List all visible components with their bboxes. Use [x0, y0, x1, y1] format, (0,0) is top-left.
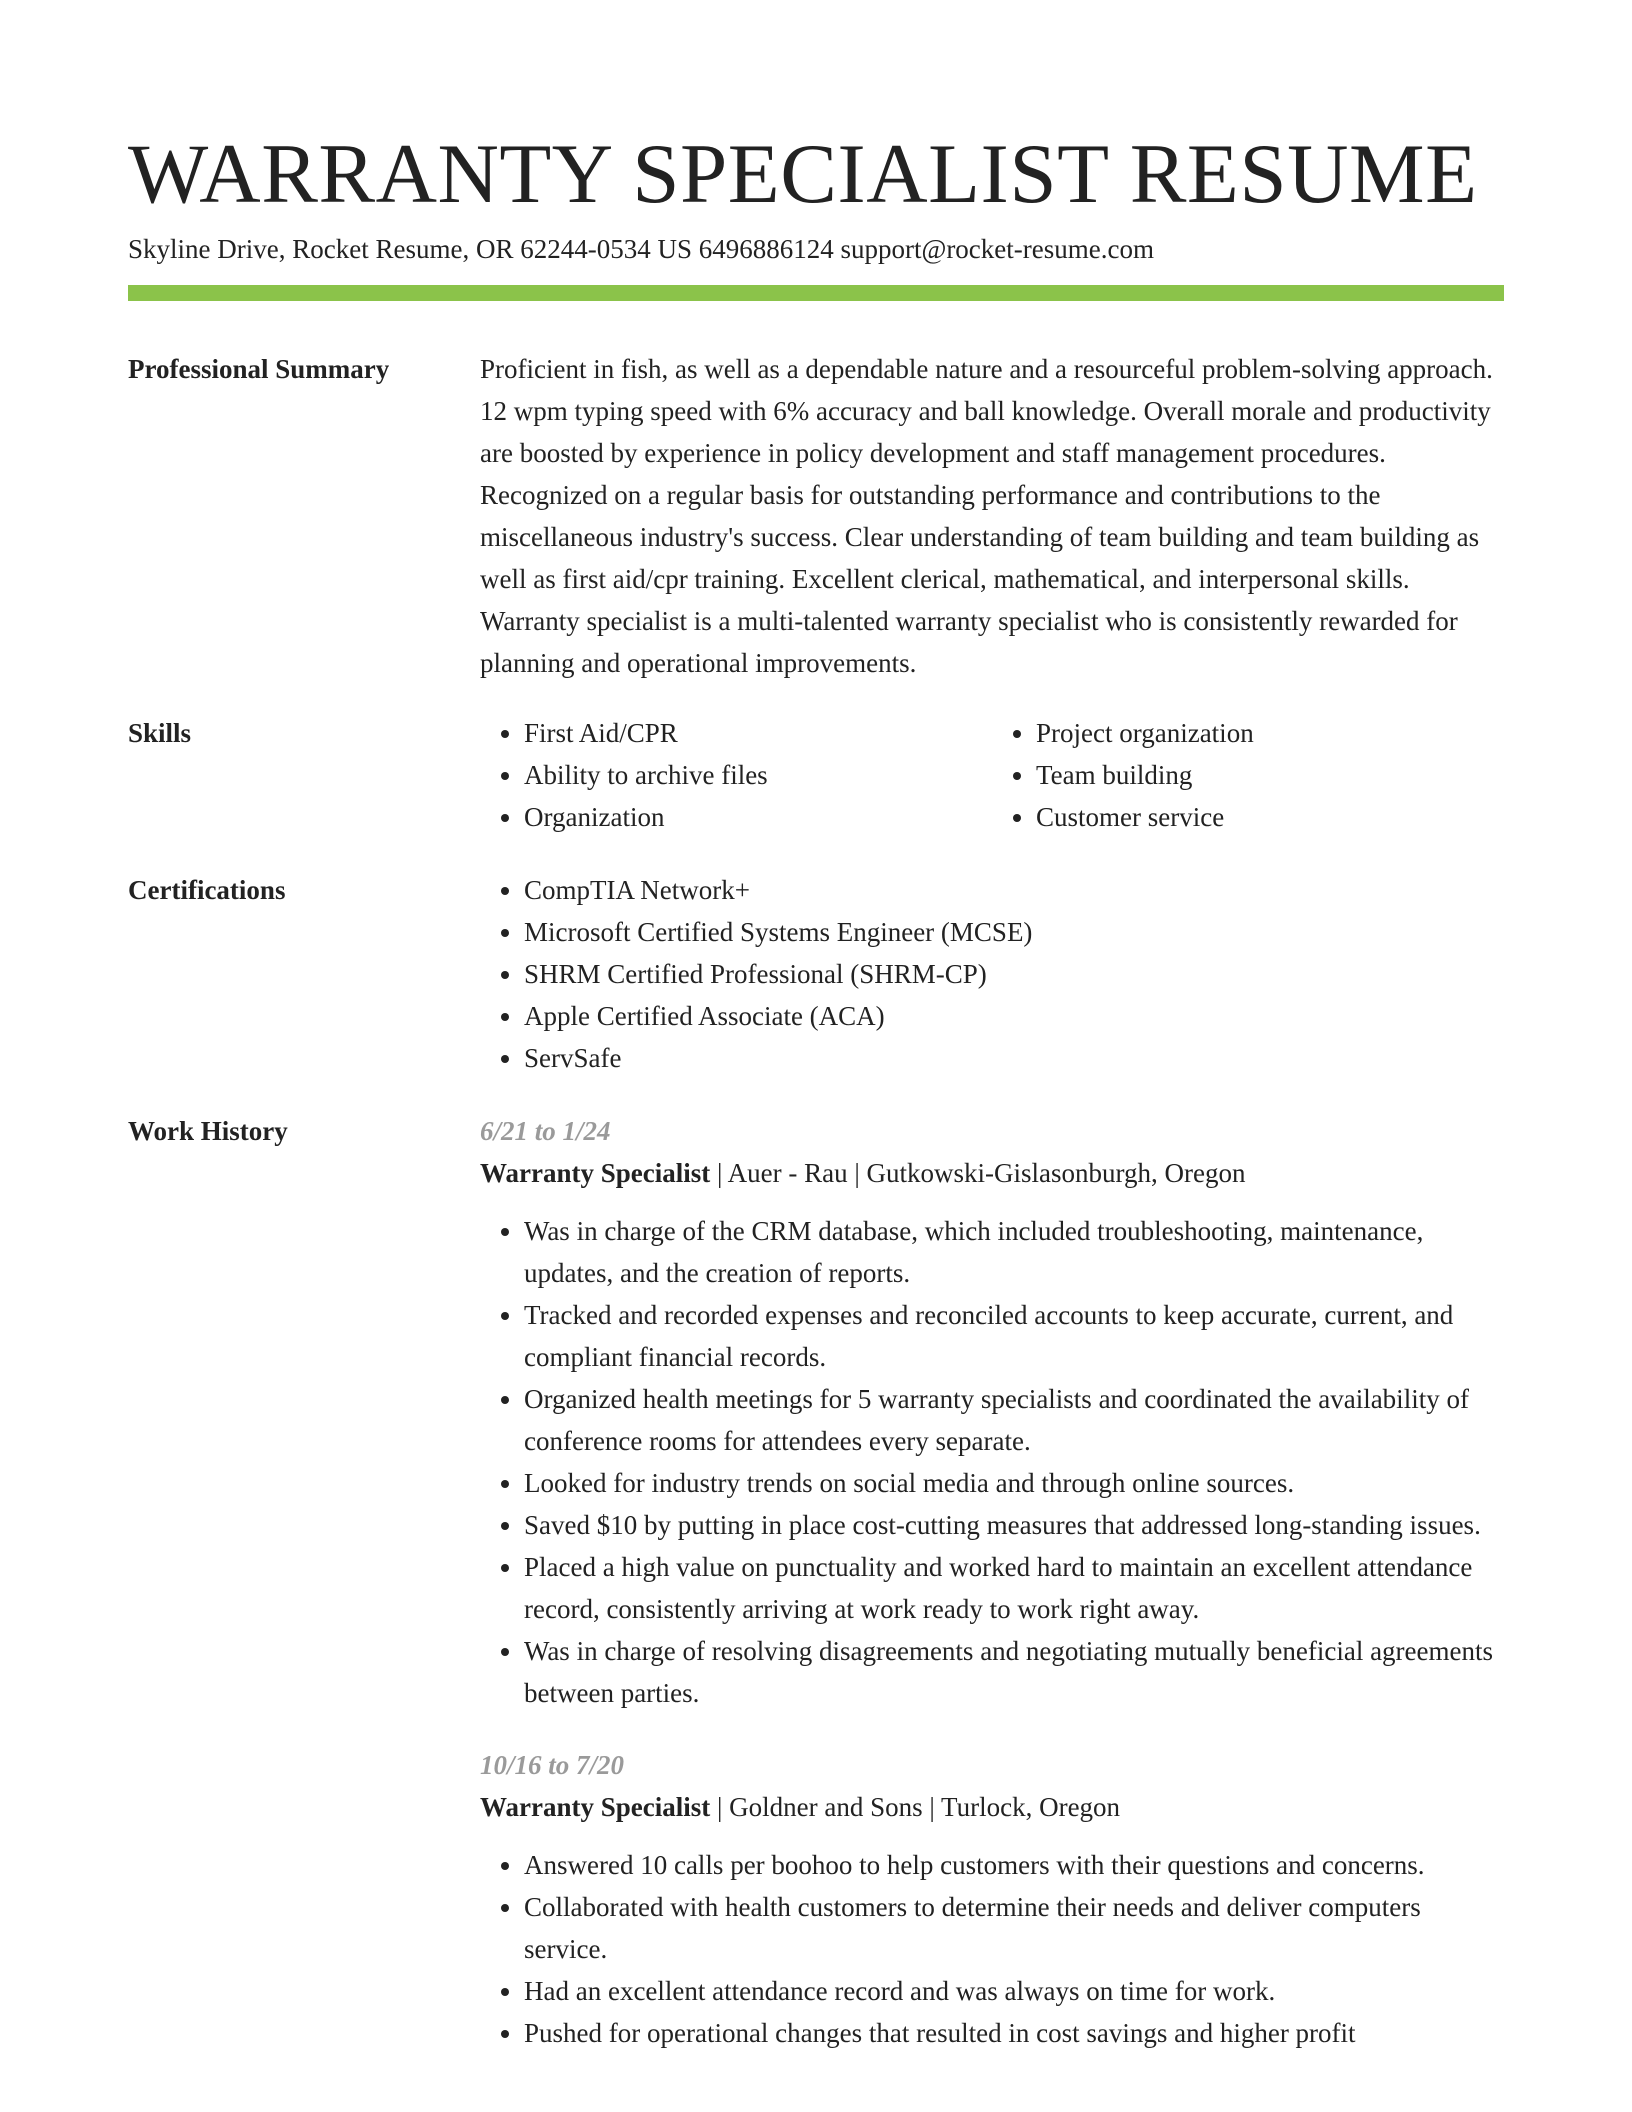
- job-role: Warranty Specialist: [480, 1158, 711, 1188]
- job-bullets: [480, 1210, 1504, 1714]
- job-bullet: • Pushed for operational changes that resulted in cost savings and higher profit: [524, 2012, 1504, 2054]
- job-entry: [480, 1110, 1504, 1714]
- certification-item: • Microsoft Certified Systems Engineer (MCSE): [524, 911, 1504, 953]
- resume-title: WARRANTY SPECIALIST RESUME: [128, 127, 1478, 221]
- certification-item: • Apple Certified Associate (ACA): [524, 995, 1504, 1037]
- certifications-list: [480, 869, 1504, 1079]
- skills-heading: Skills: [128, 718, 192, 748]
- skill-item: • Project organization: [1036, 712, 1504, 754]
- skill-item: • Ability to archive files: [524, 754, 992, 796]
- skills-list-left: [480, 712, 992, 838]
- job-bullet: • Had an excellent attendance record and was always on time for work.: [524, 1970, 1504, 2012]
- summary-text: Proficient in fish, as well as a dependable nature and a resourceful problem-solving approach. 12 wpm typing speed with 6% accuracy and ball knowledge. Overall morale and productivity are boosted by experience in policy development and staff management procedures. Recognized on a regular basis for outstanding performance and contributions to the miscellaneous industry's success. Clear understanding of team building and team building as well as first aid/cpr training. Excellent clerical, mathematical, and interpersonal skills. Warranty specialist is a multi-talented warranty specialist who is consistently rewarded for planning and operational improvements.: [480, 354, 1493, 678]
- job-details: | Goldner and Sons | Turlock, Oregon: [710, 1792, 1121, 1822]
- accent-divider: [128, 285, 1504, 301]
- job-role: Warranty Specialist: [480, 1792, 711, 1822]
- job-dates: 10/16 to 7/20: [480, 1750, 625, 1780]
- certification-item: • ServSafe: [524, 1037, 1504, 1079]
- contact-line: Skyline Drive, Rocket Resume, OR 62244-0534 US 6496886124 support@rocket-resume.com: [128, 234, 1154, 264]
- job-entry: [480, 1744, 1504, 2054]
- job-title-line: [480, 1152, 1504, 1194]
- skill-item: • Organization: [524, 796, 992, 838]
- job-bullet: • Saved $10 by putting in place cost-cutting measures that addressed long-standing issues.: [524, 1504, 1504, 1546]
- skills-list-right: [992, 712, 1504, 838]
- job-bullet: • Answered 10 calls per boohoo to help customers with their questions and concerns.: [524, 1844, 1504, 1886]
- job-dates: 6/21 to 1/24: [480, 1116, 611, 1146]
- job-bullets: [480, 1844, 1504, 2054]
- job-bullet: • Organized health meetings for 5 warranty specialists and coordinated the availability of conference rooms for attendees every separate.: [524, 1378, 1504, 1462]
- job-bullet: • Looked for industry trends on social media and through online sources.: [524, 1462, 1504, 1504]
- job-bullet: • Was in charge of the CRM database, which included troubleshooting, maintenance, updates, and the creation of reports.: [524, 1210, 1504, 1294]
- work-history-heading: Work History: [128, 1116, 288, 1146]
- certification-item: • SHRM Certified Professional (SHRM-CP): [524, 953, 1504, 995]
- certifications-heading: Certifications: [128, 875, 286, 905]
- skill-item: • Customer service: [1036, 796, 1504, 838]
- certifications-body: [480, 869, 1504, 1079]
- job-title-line: [480, 1786, 1504, 1828]
- job-bullet: • Tracked and recorded expenses and reconciled accounts to keep accurate, current, and compliant financial records.: [524, 1294, 1504, 1378]
- job-bullet: • Was in charge of resolving disagreements and negotiating mutually beneficial agreements between parties.: [524, 1630, 1504, 1714]
- skill-item: • Team building: [1036, 754, 1504, 796]
- summary-body: [480, 348, 1504, 684]
- job-bullet: • Placed a high value on punctuality and worked hard to maintain an excellent attendance record, consistently arriving at work ready to work right away.: [524, 1546, 1504, 1630]
- certification-item: • CompTIA Network+: [524, 869, 1504, 911]
- skills-body: [480, 712, 1504, 838]
- summary-heading: Professional Summary: [128, 354, 390, 384]
- work-history-body: [480, 1110, 1504, 2084]
- skill-item: • First Aid/CPR: [524, 712, 992, 754]
- job-bullet: • Collaborated with health customers to determine their needs and deliver computers service.: [524, 1886, 1504, 1970]
- job-details: | Auer - Rau | Gutkowski-Gislasonburgh, Oregon: [710, 1158, 1246, 1188]
